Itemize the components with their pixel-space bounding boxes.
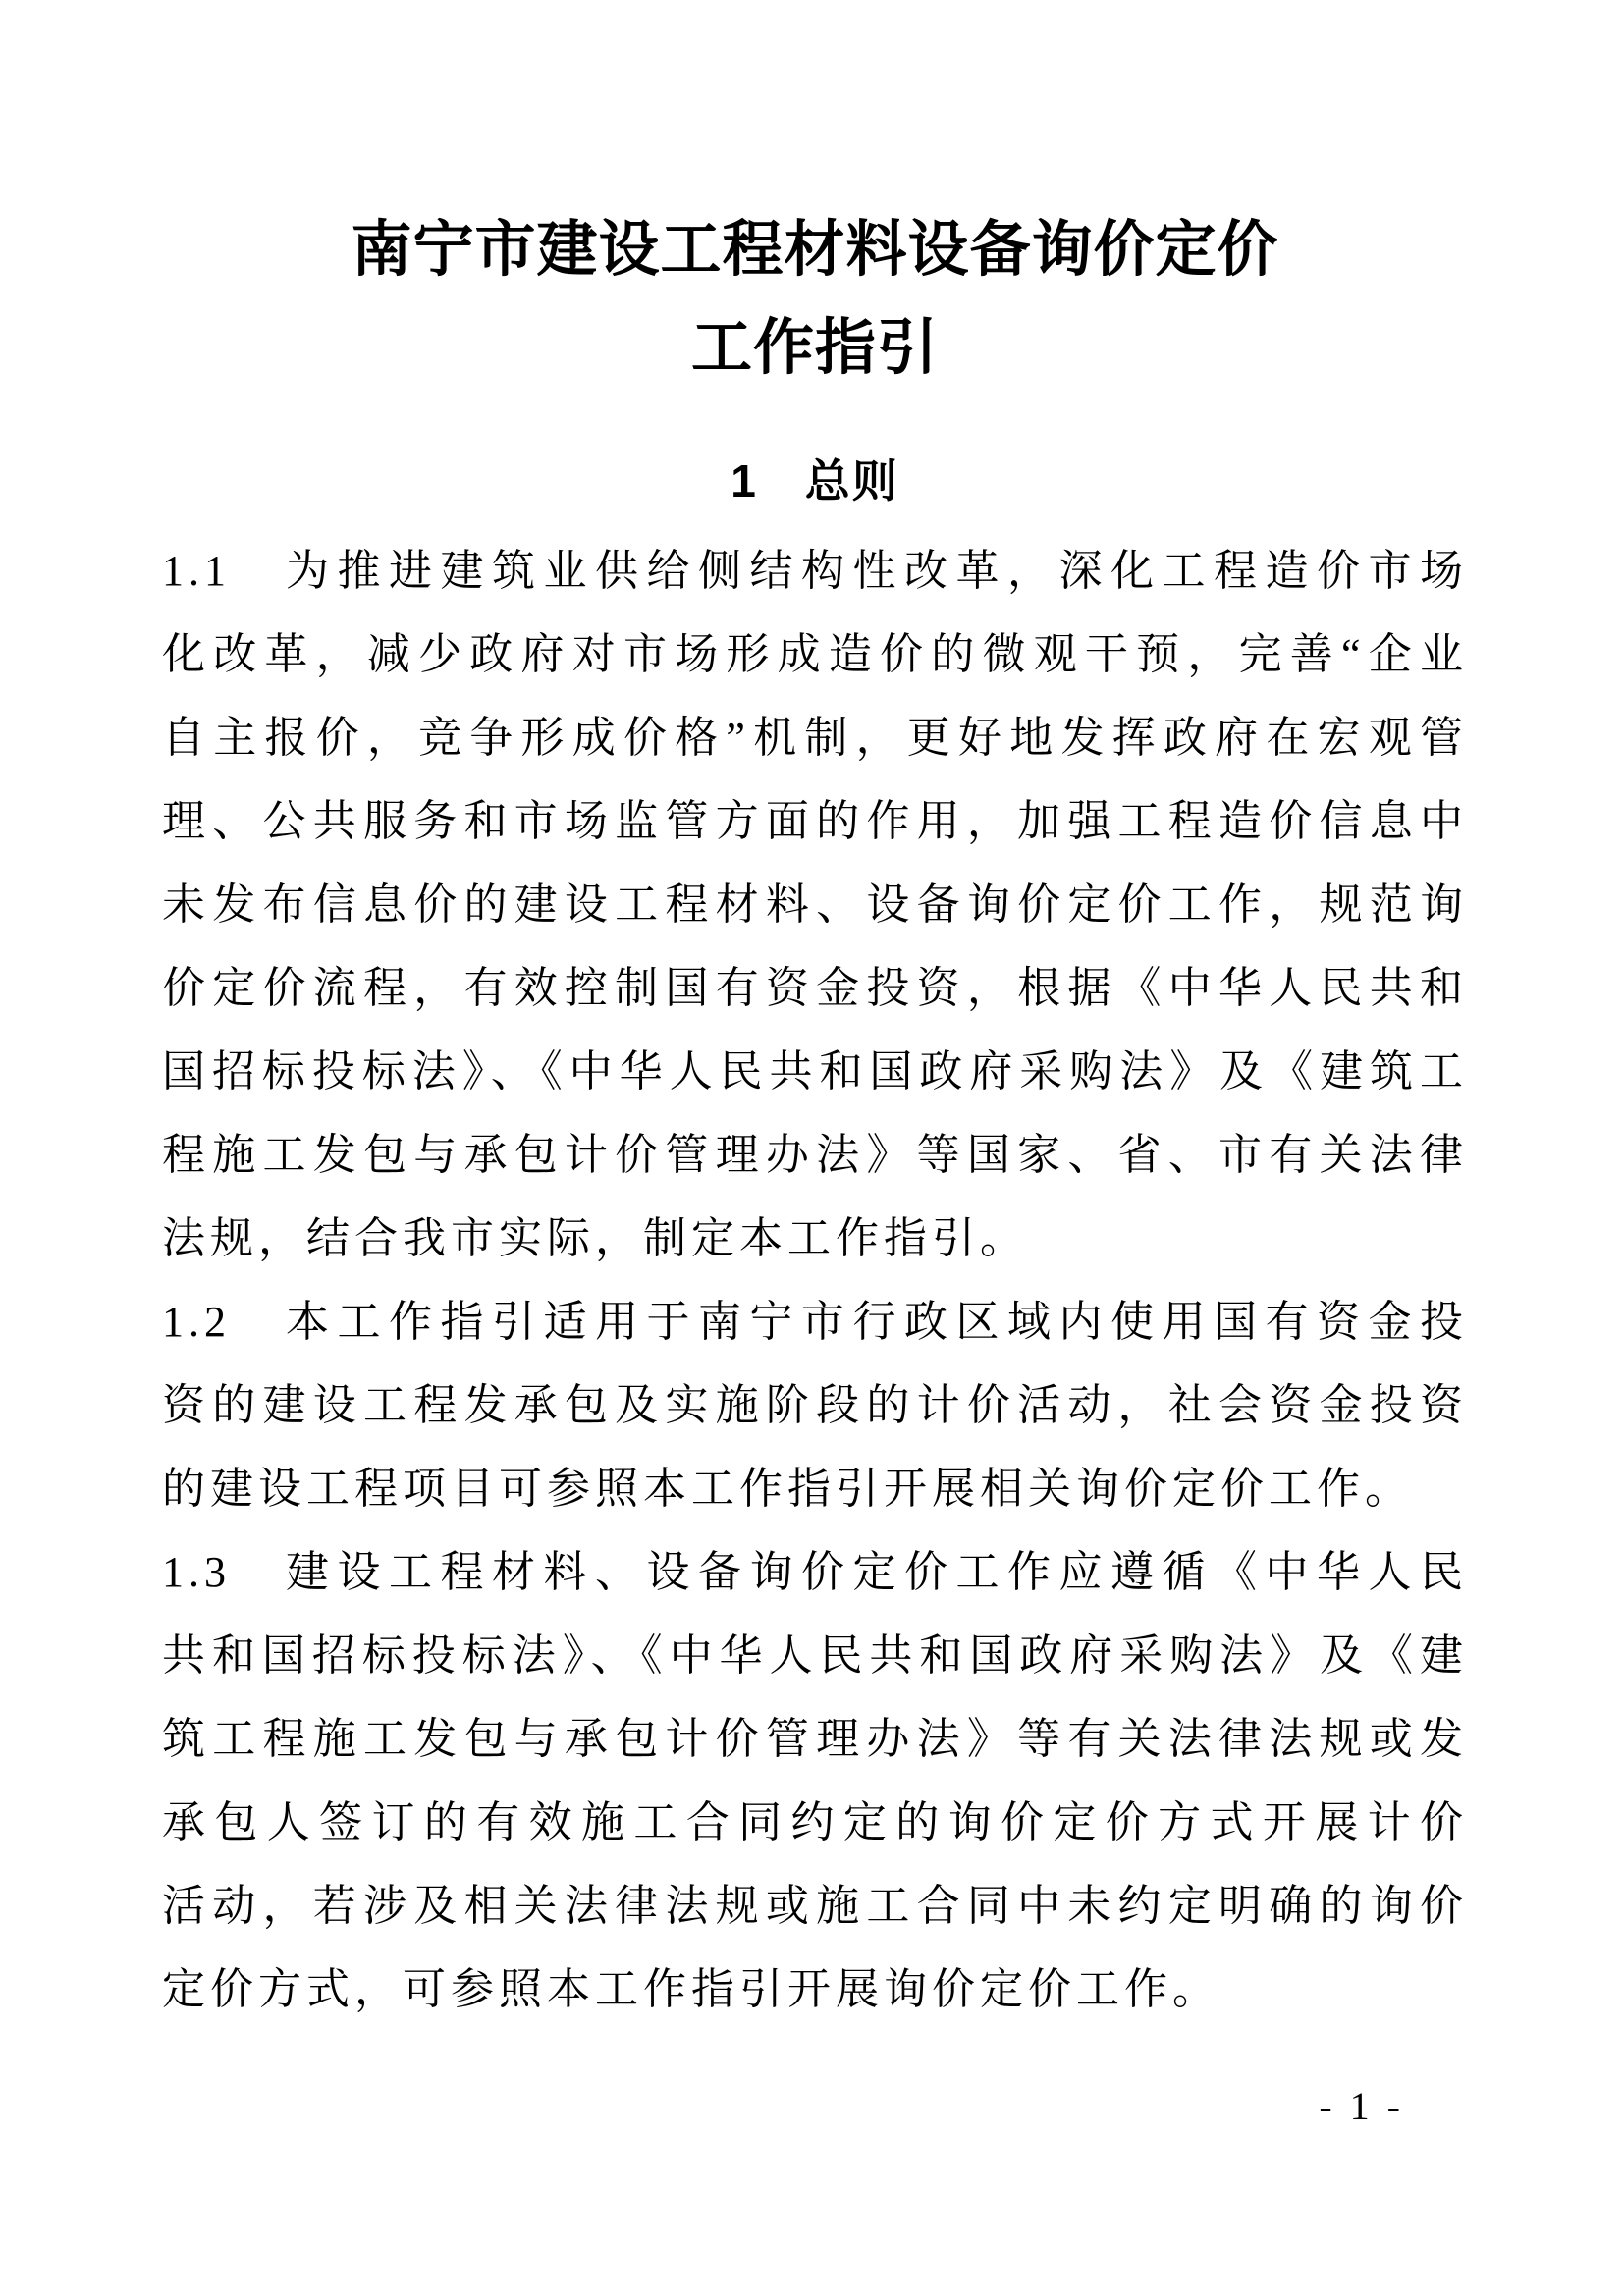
body-line: 程施工发包与承包计价管理办法》等国家、省、市有关法律 [162, 1131, 1468, 1179]
body-line: 1.3 建设工程材料、设备询价定价工作应遵循《中华人民 [162, 1548, 1468, 1596]
body-line: 法规，结合我市实际，制定本工作指引。 [162, 1214, 1028, 1262]
document-title [162, 0, 1468, 398]
body-line: 1.1 为推进建筑业供给侧结构性改革，深化工程造价市场 [162, 547, 1468, 595]
body-line: 共和国招标投标法》、《中华人民共和国政府采购法》及《建 [162, 1631, 1468, 1680]
page-number: - 1 - [1319, 2084, 1404, 2128]
body-line: 价定价流程，有效控制国有资金投资，根据《中华人民共和 [162, 964, 1468, 1012]
body-text [162, 529, 1468, 2031]
body-line: 未发布信息价的建设工程材料、设备询价定价工作，规范询 [162, 881, 1468, 929]
body-line: 定价方式，可参照本工作指引开展询价定价工作。 [162, 1965, 1220, 2013]
body-line: 承包人签订的有效施工合同约定的询价定价方式开展计价 [162, 1798, 1468, 1846]
body-line: 化改革，减少政府对市场形成造价的微观干预，完善“企业 [162, 630, 1468, 678]
document-title-line2: 工作指引 [690, 314, 939, 382]
section-heading: 1 总则 [731, 455, 899, 507]
document-title-line1: 南宁市建设工程材料设备询价定价 [351, 216, 1279, 284]
body-line: 筑工程施工发包与承包计价管理办法》等有关法律法规或发 [162, 1715, 1468, 1763]
body-line: 国招标投标法》、《中华人民共和国政府采购法》及《建筑工 [162, 1047, 1468, 1095]
body-line: 的建设工程项目可参照本工作指引开展相关询价定价工作。 [162, 1465, 1413, 1513]
body-line: 理、公共服务和市场监管方面的作用，加强工程造价信息中 [162, 797, 1468, 845]
body-line: 活动，若涉及相关法律法规或施工合同中未约定明确的询价 [162, 1882, 1468, 1930]
body-line: 1.2 本工作指引适用于南宁市行政区域内使用国有资金投 [162, 1298, 1468, 1346]
body-line: 资的建设工程发承包及实施阶段的计价活动，社会资金投资 [162, 1381, 1468, 1429]
body-line: 自主报价，竞争形成价格”机制，更好地发挥政府在宏观管 [162, 714, 1468, 762]
